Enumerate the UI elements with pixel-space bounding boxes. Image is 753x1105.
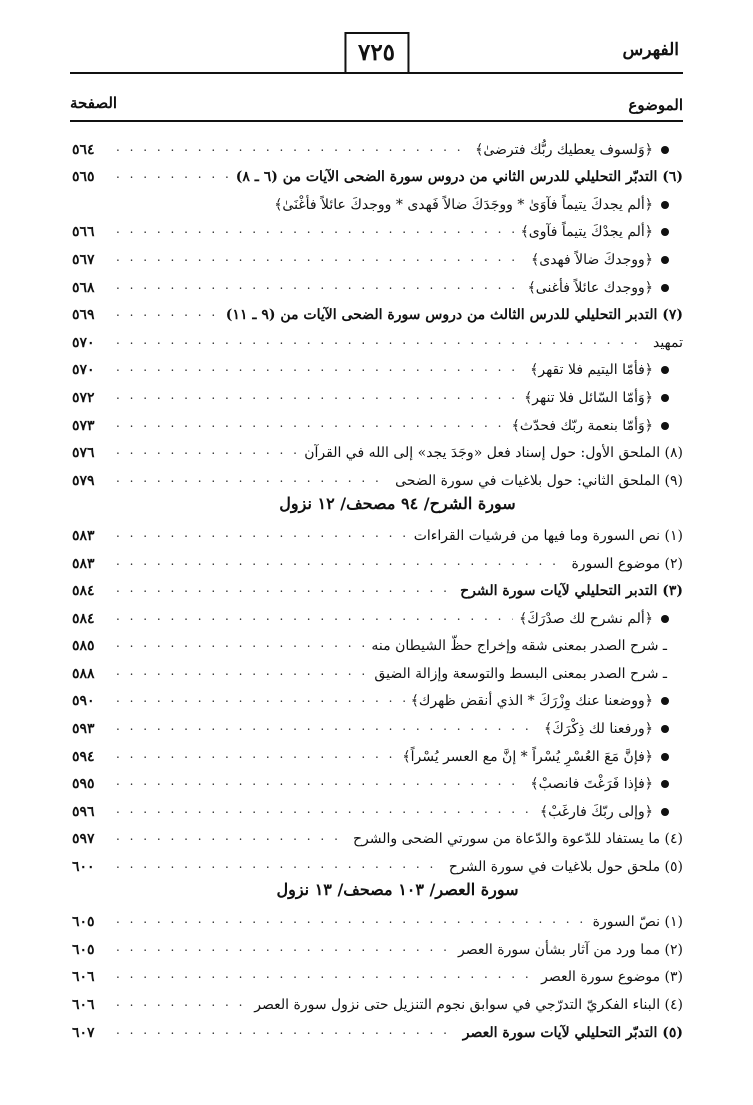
bullet-icon	[661, 780, 669, 788]
bullet-icon	[661, 422, 669, 430]
toc-entry-page: ٥٦٩	[72, 307, 95, 324]
dot-leader	[116, 940, 452, 954]
toc-entry-page: ٥٧٠	[72, 334, 95, 351]
toc-entry-text: (١) نصّ السورة	[592, 914, 683, 931]
toc-entry-text: ﴿وَأمّا السّائل فلا تنهر﴾	[524, 389, 653, 406]
toc-entry-page: ٥٧٣	[72, 417, 95, 434]
toc-entry-title	[396, 749, 683, 765]
toc-entry-text: (٩) الملحق الثاني: حول بلاغيات في سورة الضحى	[395, 472, 683, 489]
toc-entry	[72, 406, 683, 434]
page-number: ٧٢٥	[344, 32, 409, 72]
toc-entry-page: ٥٩٤	[72, 748, 95, 765]
toc-entry-title	[405, 693, 683, 709]
toc-entry-page: ٥٨٤	[72, 583, 95, 600]
toc-entry	[72, 185, 683, 213]
toc-entry-text: تمهيد	[652, 334, 683, 351]
dot-leader	[116, 691, 405, 705]
toc-entry	[72, 378, 683, 406]
toc-entry-page: ٥٦٨	[72, 279, 95, 296]
bullet-icon	[661, 201, 669, 209]
toc-entry-title	[535, 969, 683, 985]
dot-leader	[116, 140, 469, 154]
toc-entry-page: ٥٩٥	[72, 776, 95, 793]
toc-entry	[72, 572, 683, 600]
toc-entry-text: (٤) البناء الفكريّ التدرّجي في سوابق نجوم التنزيل حتى نزول سورة العصر	[254, 997, 683, 1013]
dot-leader	[116, 664, 368, 678]
dot-leader	[116, 167, 230, 181]
toc-entry-text: ﴿ووضعنا عنك وِزْرَكَ * الذي أنقض ظهرك﴾	[410, 693, 653, 710]
bullet-icon	[661, 725, 669, 733]
toc-entry-text: ـ شرح الصدر بمعنى شقه وإخراج حظّ الشيطان منه	[371, 638, 667, 655]
toc-entry-page: ٥٦٥	[72, 169, 95, 186]
toc-entry	[72, 654, 683, 682]
toc-entry-text: (٨) الملحق الأول: حول إسناد فعل «وجَدَ يجد» إلى الله في القرآن	[304, 445, 683, 462]
toc-entry-title	[538, 721, 683, 737]
toc-entry-text: ﴿ألم يجدكَ يتيماً فآوَىٰ * ووجَدَكَ ضالاً فَهدى * ووجدكَ عائلاً فأغْنَىٰ﴾	[274, 196, 653, 213]
toc-entry-text: ـ شرح الصدر بمعنى البسط والتوسعة وإزالة الضيق	[374, 665, 667, 682]
toc-entry	[72, 737, 683, 765]
toc-entry	[72, 461, 683, 489]
dot-leader	[116, 857, 443, 871]
toc-entry-title	[452, 942, 683, 958]
toc-entry	[72, 1013, 683, 1041]
toc-entry-page: ٦٠٦	[72, 969, 95, 986]
dot-leader	[116, 774, 524, 788]
toc-entry-title	[524, 362, 683, 378]
toc-entry-page: ٥٨٣	[72, 527, 95, 544]
dot-leader	[116, 471, 389, 485]
toc-entry	[72, 682, 683, 710]
section-heading: سورة العصر/ ١٠٣ مصحف/ ١٣ نزول	[276, 880, 519, 900]
topic-column-header: الموضوع	[628, 96, 683, 114]
toc-entry-page: ٥٦٦	[72, 224, 95, 241]
toc-entry-title	[347, 831, 683, 847]
toc-entry-text: (٢) مما ورد من آثار بشأن سورة العصر	[458, 941, 683, 958]
toc-entry	[72, 240, 683, 268]
bullet-icon	[661, 284, 669, 292]
dot-leader	[116, 829, 347, 843]
column-headers	[70, 90, 683, 122]
dot-leader	[116, 912, 587, 926]
toc-entry-title	[518, 390, 683, 406]
bullet-icon	[661, 366, 669, 374]
toc-entry-title	[454, 583, 683, 599]
toc-entry-page: ٥٨٤	[72, 610, 95, 627]
toc-entry-page: ٥٧٩	[72, 472, 95, 489]
toc-entry-page: ٥٦٧	[72, 251, 95, 268]
toc-entry-page: ٦٠٥	[72, 941, 95, 958]
toc-entry-text: ﴿وإلى ربّكَ فارغَبْ﴾	[539, 803, 653, 820]
toc-entry	[72, 323, 683, 351]
toc-entry-title	[534, 804, 683, 820]
toc-entry-page: ٥٩٦	[72, 803, 95, 820]
toc-entry-title	[525, 252, 683, 268]
dot-leader	[116, 554, 565, 568]
toc-entry	[72, 627, 683, 655]
toc-entry	[72, 130, 683, 158]
toc-entry-page: ٥٩٧	[72, 831, 95, 848]
toc-entry-text: ﴿وَأمّا بنعمة ربّك فحدّث﴾	[511, 417, 653, 434]
toc-entry	[72, 765, 683, 793]
toc-entry-text: (٧) التدبر التحليلي للدرس الثالث من دروس سورة الضحى الآيات من (٩ ـ ١١)	[225, 307, 683, 324]
toc-entry	[72, 351, 683, 379]
toc-entry-text: (١) نص السورة وما فيها من فرشيات القراءات	[413, 527, 683, 544]
toc-entry-text: ﴿ووجدك عائلاً فأغنى﴾	[527, 279, 653, 296]
dot-leader	[116, 333, 647, 347]
bullet-icon	[661, 146, 669, 154]
dot-leader	[116, 278, 522, 292]
toc-entry-title	[268, 197, 683, 213]
toc-entry	[72, 958, 683, 986]
toc-entry	[72, 709, 683, 737]
toc-entry-title	[506, 418, 683, 434]
dot-leader	[116, 1023, 457, 1037]
toc-entry	[72, 792, 683, 820]
toc-entry-page: ٥٨٥	[72, 638, 95, 655]
toc-entry-page: ٦٠٧	[72, 1024, 95, 1041]
dot-leader	[116, 305, 220, 319]
bullet-icon	[661, 228, 669, 236]
toc-entry	[72, 158, 683, 186]
toc-entry-text: (٦) التدبّر التحليلي للدرس الثاني من دروس سورة الضحى الآيات من (٦ ـ ٨)	[235, 169, 683, 186]
toc-entry	[72, 820, 683, 848]
toc-entry-text: ﴿ألم يجدْكَ يتيماً فآوى﴾	[520, 224, 653, 241]
page-column-header: الصفحة	[70, 94, 118, 112]
dot-leader	[116, 802, 534, 816]
toc-entry-title	[408, 528, 683, 544]
toc-entry-page: ٥٧٦	[72, 445, 95, 462]
section-heading: سورة الشرح/ ٩٤ مصحف/ ١٢ نزول	[279, 493, 516, 513]
bullet-icon	[661, 697, 669, 705]
dot-leader	[116, 526, 408, 540]
dot-leader	[116, 636, 365, 650]
toc-entry-title	[389, 473, 683, 489]
dot-leader	[116, 443, 298, 457]
toc-entry-text: ﴿فإذا فَرَغْتَ فانصبْ﴾	[530, 776, 653, 793]
toc-entry-text: (٥) ملحق حول بلاغيات في سورة الشرح	[448, 859, 683, 876]
toc-entry-page: ٥٨٨	[72, 665, 95, 682]
dot-leader	[116, 719, 538, 733]
toc-entry-text: (٢) موضوع السورة	[571, 555, 683, 572]
toc-entry	[72, 434, 683, 462]
bullet-icon	[661, 615, 669, 623]
toc-entry-text: (٥) التدبّر التحليلي لآيات سورة العصر	[462, 1024, 683, 1041]
toc-entry-page: ٦٠٥	[72, 914, 95, 931]
toc-entry-page: ٦٠٠	[72, 859, 95, 876]
toc-entry-title	[587, 914, 683, 930]
toc-entry-title	[443, 859, 683, 875]
toc-entry-text: (٣) التدبر التحليلي لآيات سورة الشرح	[460, 583, 683, 600]
toc-entry-text: ﴿وَلسوف يعطيك ربُّك فترضىٰ﴾	[475, 141, 653, 158]
toc-entry-title	[368, 666, 683, 682]
bullet-icon	[661, 394, 669, 402]
bullet-icon	[661, 753, 669, 761]
toc-entry-title	[457, 1025, 683, 1041]
table-of-contents	[72, 130, 683, 1041]
dot-leader	[116, 360, 524, 374]
toc-entry-page: ٥٩٣	[72, 721, 95, 738]
toc-entry-title	[248, 997, 683, 1013]
toc-entry	[72, 268, 683, 296]
toc-entry-title	[647, 335, 683, 351]
bullet-icon	[661, 256, 669, 264]
toc-entry-title	[522, 280, 683, 296]
toc-entry-text: ﴿ألم نشرح لك صدْرَكَ﴾	[519, 610, 653, 627]
toc-entry-text: ﴿ورفعنا لك ذِكْرَكَ﴾	[544, 721, 653, 738]
dot-leader	[116, 967, 535, 981]
toc-entry-title	[365, 638, 683, 654]
toc-entry	[72, 985, 683, 1013]
toc-entry-page: ٥٧٠	[72, 362, 95, 379]
toc-entry-text: (٤) ما يستفاد للدّعوة والدّعاة من سورتي الضحى والشرح	[352, 831, 683, 848]
toc-entry	[72, 903, 683, 931]
dot-leader	[116, 388, 518, 402]
bullet-icon	[661, 808, 669, 816]
toc-entry-text: ﴿فأمّا اليتيم فلا تقهر﴾	[530, 362, 653, 379]
toc-entry-text: ﴿فإنَّ مَعَ العُسْرِ يُسْراً * إنَّ مع العسر يُسْراً﴾	[402, 748, 653, 765]
toc-entry	[72, 599, 683, 627]
toc-entry	[72, 516, 683, 544]
toc-entry-page: ٥٩٠	[72, 693, 95, 710]
toc-entry-page: ٥٧٢	[72, 389, 95, 406]
header-title: الفهرس	[622, 40, 679, 60]
toc-entry	[72, 544, 683, 572]
toc-entry-title	[230, 169, 683, 185]
page-header	[70, 30, 683, 74]
toc-entry-title	[524, 776, 683, 792]
dot-leader	[116, 995, 248, 1009]
toc-entry	[72, 847, 683, 875]
dot-leader	[116, 747, 396, 761]
toc-entry	[72, 296, 683, 324]
toc-entry-page: ٦٠٦	[72, 997, 95, 1013]
toc-entry-title	[220, 307, 683, 323]
toc-entry-page: ٥٦٤	[72, 141, 95, 158]
dot-leader	[116, 609, 513, 623]
toc-entry-title	[515, 224, 683, 240]
dot-leader	[116, 416, 506, 430]
dot-leader	[116, 581, 454, 595]
toc-entry-title	[469, 142, 683, 158]
dot-leader	[116, 222, 515, 236]
dot-leader	[116, 250, 525, 264]
toc-entry-title	[513, 611, 683, 627]
toc-entry	[72, 930, 683, 958]
toc-entry-text: (٣) موضوع سورة العصر	[541, 969, 683, 986]
toc-entry-title	[298, 445, 683, 461]
toc-entry-page: ٥٨٣	[72, 555, 95, 572]
toc-entry-text: ﴿ووجدكَ ضالاً فهدى﴾	[531, 251, 653, 268]
toc-entry-title	[565, 556, 683, 572]
toc-entry	[72, 213, 683, 241]
